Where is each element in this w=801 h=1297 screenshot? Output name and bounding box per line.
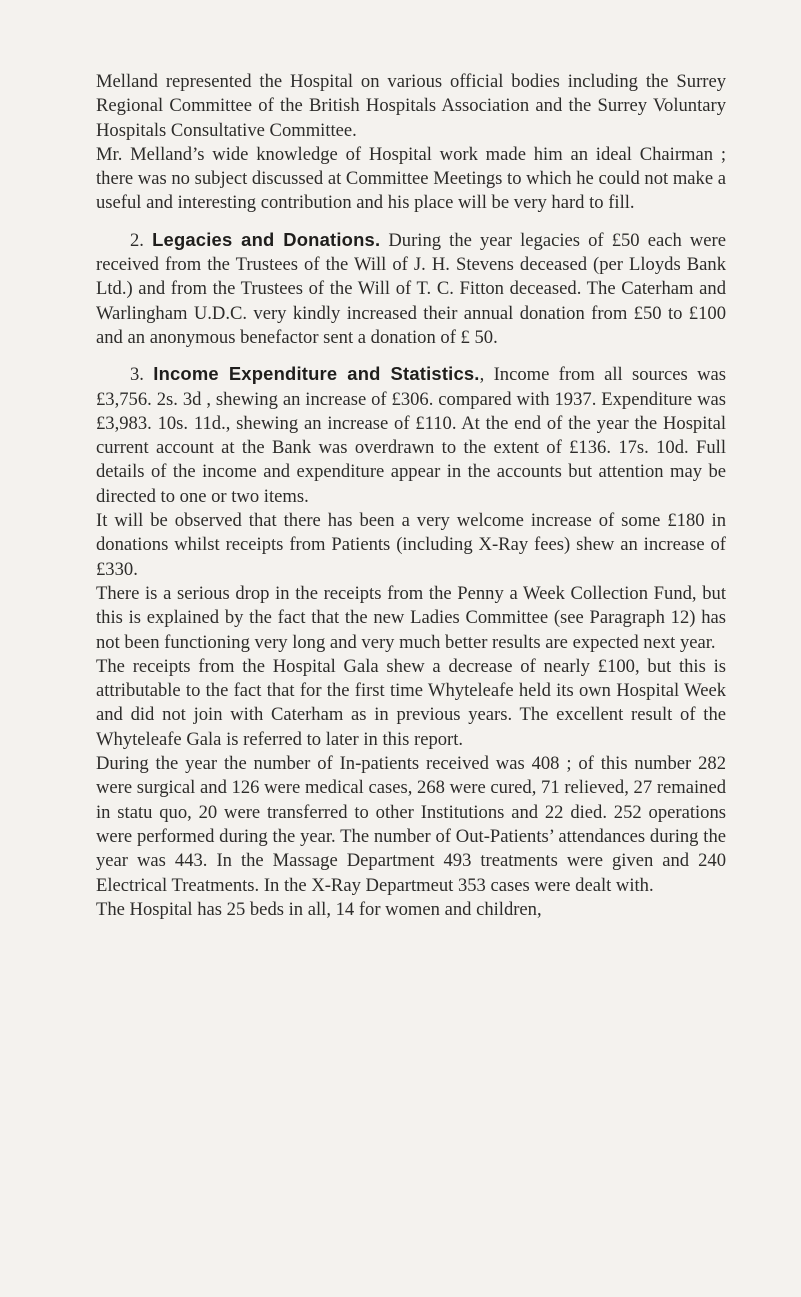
penny-week-paragraph: There is a serious drop in the receipts from the Penny a Week Collection Fund, but this is explained by the fact that the new Ladies Committee (see Paragraph 12) has not been functioning very long and very much better results are expected next year. xyxy=(96,582,726,653)
section-number: 3. xyxy=(130,364,144,386)
section-income-expenditure xyxy=(96,362,726,509)
section-heading: Income Expenditure and Statistics. xyxy=(153,363,480,385)
patient-statistics-paragraph: During the year the number of In-patients received was 408 ; of this number 282 were surgical and 126 were medical cases, 268 were cured, 71 relieved, 27 remained in statu quo, 20 were transferred to other Institutions and 22 died. 252 operations were performed during the year. The number of Out-Patients’ attendances during the year was 443. In the Massage Department 493 treatments were given and 240 Electrical Treatments. In the X-Ray Departmeut 353 cases were dealt with. xyxy=(96,753,726,896)
donations-paragraph: It will be observed that there has been a very welcome increase of some £180 in donations whilst receipts from Patients (including X-Ray fees) shew an increase of £330. xyxy=(96,510,726,580)
intro-paragraph-2: Mr. Melland’s wide knowledge of Hospital work made him an ideal Chairman ; there was no subject discussed at Committee Meetings to which he could not make a useful and interesting contribution and his place will be very hard to fill. xyxy=(96,143,726,214)
intro-paragraph-1: Melland represented the Hospital on various official bodies including the Surrey Regional Committee of the British Hospitals Association and the Surrey Voluntary Hospitals Consultative Committee. xyxy=(96,71,726,141)
section-number: 2. xyxy=(130,229,144,251)
document-page xyxy=(96,70,726,922)
section-body: , Income from all sources was £3,756. 2s. 3d , shewing an increase of £306. compared with 1937. Expenditure was £3,983. 10s. 11d., shewing an increase of £110. At the end of the year the Hospital current account at the Bank was overdrawn to the extent of £136. 17s. 10d. Full details of the income and expenditure appear in the accounts but attention may be directed to one or two items. xyxy=(96,364,726,507)
beds-paragraph: The Hospital has 25 beds in all, 14 for women and children, xyxy=(96,898,542,920)
section-body: During the year legacies of £50 each were received from the Trustees of the Will of J. H. Stevens deceased (per Lloyds Bank Ltd.) and from the Trustees of the Will of T. C. Fitton deceased. The Caterham and Warlingham U.D.C. very kindly increased their annual donation from £50 to £100 and an anonymous benefactor sent a donation of £ 50. xyxy=(96,229,727,348)
section-heading: Legacies and Donations. xyxy=(152,228,381,250)
hospital-gala-paragraph: The receipts from the Hospital Gala shew a decrease of nearly £100, but this is attributable to the fact that for the first time Whyteleafe held its own Hospital Week and did not join with Caterham as in previous years. The excellent result of the Whyteleafe Gala is referred to later in this report. xyxy=(96,655,726,750)
section-legacies-donations xyxy=(96,228,726,350)
